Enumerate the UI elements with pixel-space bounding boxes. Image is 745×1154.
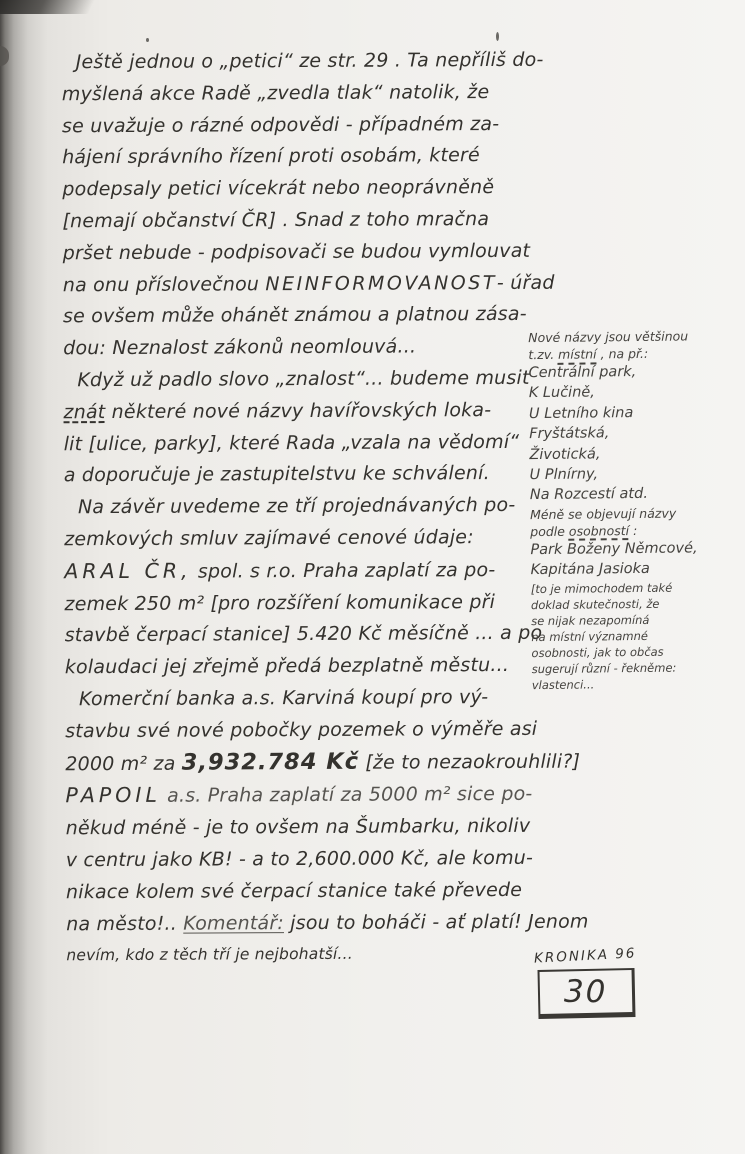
place-name-item [529, 443, 741, 466]
text-line [65, 618, 551, 652]
margin-note-column [528, 327, 744, 693]
chronicle-label: KRONIKA 96 [533, 945, 637, 967]
margin-note-text: : [628, 522, 638, 538]
text-line [62, 267, 555, 301]
text-line [66, 811, 552, 845]
text-line-content: kolaudaci jej zřejmě předá bezplatně městu... [64, 654, 510, 679]
text-line-content: [nemají občanství ČR] . Snad z toho mračna [62, 208, 490, 233]
emphasized-word: NEINFORMOVANOST [265, 271, 497, 295]
underlined-word: osobností [568, 522, 630, 539]
text-line-content: na onu příslovečnou [62, 272, 266, 296]
text-line [64, 426, 550, 460]
text-line [66, 906, 589, 940]
margin-note-text: podle [530, 523, 569, 539]
place-name: Životická, [529, 445, 601, 463]
person-name: Kapitána Jasioka [530, 561, 650, 579]
page-number: 30 [563, 973, 608, 1011]
text-line-content: některé nové názvy havířovských loka- [105, 398, 492, 423]
text-line-content: a doporučuje je zastupitelstvu ke schválení. [63, 462, 490, 487]
text-line [63, 331, 549, 365]
place-name-item [530, 483, 742, 506]
aside-note-text: doklad skutečnosti, že [530, 596, 660, 612]
scan-speck [496, 32, 499, 41]
text-line [65, 745, 581, 780]
place-name: Fryštátská, [529, 425, 610, 443]
aside-note-text: se nijak nezapomíná [531, 612, 650, 628]
text-line-content: podepsaly petici vícekrát nebo neoprávněně [62, 176, 495, 201]
place-name-item [530, 463, 742, 486]
text-line-content: myšlená akce Radě „zvedla tlak“ natolik, že [61, 80, 490, 106]
text-line-content: stavbu své nové pobočky pozemek o výměře asi [65, 717, 538, 743]
text-line [64, 553, 550, 588]
text-line-content: Když už padlo slovo „znalost“... budeme musit [77, 366, 530, 392]
company-name: PAPOIL [65, 783, 161, 808]
text-line-content: se uvažuje o rázné odpovědi - případném za- [61, 112, 500, 137]
place-name: K Lučině, [528, 384, 595, 402]
person-name: Park Boženy Němcové, [530, 540, 698, 558]
text-line-content: Komerční banka a.s. Karviná koupí pro vý- [78, 685, 489, 711]
text-line [64, 490, 550, 524]
text-line-content: 2000 m² za [65, 752, 182, 775]
margin-note-text: Nové názvy jsou většinou [528, 328, 689, 346]
text-line-content: v centru jako KB! - a to 2,600.000 Kč, ale komu- [65, 846, 534, 872]
text-line-content: - úřad [496, 271, 555, 294]
aside-note-text: vlastenci... [531, 677, 595, 692]
aside-note-text: osobnosti, jak to občas [531, 644, 664, 660]
text-line-content: Ještě jednou o „petici“ ze str. 29 . Ta nepříliš do- [75, 48, 544, 74]
text-line [66, 874, 552, 908]
place-name: U Plnírny, [529, 466, 599, 484]
text-line [65, 682, 551, 716]
person-name-item [530, 538, 742, 561]
underlined-word: Komentář: [183, 911, 285, 935]
person-name-item [531, 558, 743, 581]
text-line [62, 77, 548, 111]
margin-note-text: , na př.: [596, 345, 649, 362]
text-line-content: spol. s r.o. Praha zaplatí za po- [191, 558, 496, 583]
text-line [65, 713, 551, 747]
text-line [63, 236, 549, 270]
text-line-content: [že to nezaokrouhlili?] [358, 750, 581, 774]
company-name: ARAL ČR, [64, 558, 192, 584]
text-line [64, 586, 550, 620]
text-line-content: jsou to boháči - ať platí! Jenom [283, 910, 589, 934]
text-line-content: Na závěr uvedeme ze tří projednávaných po- [77, 494, 516, 519]
place-name-item [529, 381, 741, 404]
margin-note-text: t.zv. [528, 346, 559, 363]
text-line [64, 458, 550, 492]
text-line-content: zemek 250 m² [pro rozšíření komunikace při [64, 590, 496, 615]
text-line-content: na město!.. [66, 912, 184, 935]
text-line-content: hájení správního řízení proti osobám, které [62, 144, 480, 169]
text-line [63, 299, 549, 333]
text-line [62, 172, 548, 206]
page-number-box [537, 968, 635, 1019]
text-line-content: zemkových smluv zajímavé cenové údaje: [64, 526, 474, 551]
text-line-content: dou: Neznalost zákonů neomlouvá... [63, 335, 417, 360]
text-line-content: se ovšem může ohánět známou a platnou zása- [62, 303, 527, 328]
text-line [63, 394, 549, 428]
text-line [65, 778, 551, 813]
price-amount: 3,932.784 Kč [181, 748, 360, 776]
aside-note-text: sugerují různí - řekněme: [531, 660, 677, 676]
aside-note-text: na místní významné [531, 628, 648, 644]
text-line [62, 108, 548, 142]
text-line [63, 363, 549, 397]
text-line [65, 650, 551, 684]
scan-corner-shadow [0, 0, 120, 14]
text-line [62, 204, 548, 238]
underlined-word: znát [63, 400, 106, 424]
text-line-content: pršet nebude - podpisovači se budou vymlouvat [62, 239, 531, 265]
place-name: U Letního kina [528, 404, 634, 422]
underlined-word: místní [558, 346, 597, 362]
margin-note-text: Méně se objevují názvy [529, 505, 677, 522]
aside-note-line [532, 675, 744, 693]
place-name: Centrální park, [528, 363, 637, 382]
aside-note-text: [to je mimochodem také [530, 580, 673, 596]
text-line-content: nevím, kdo z těch tří je nejbohatší... [66, 945, 353, 965]
place-name-item [529, 422, 741, 445]
text-line [62, 140, 548, 174]
text-line-content: nikace kolem své čerpací stanice také převede [65, 878, 523, 903]
place-name-item [528, 361, 740, 384]
place-name: Na Rozcestí atd. [529, 486, 648, 504]
scan-speck [146, 38, 149, 42]
text-line [62, 45, 548, 79]
text-line [64, 522, 550, 556]
text-line-content: někud méně - je to ovšem na Šumbarku, nikoliv [65, 814, 531, 840]
text-line-content: lit [ulice, parky], které Rada „vzala na vědomí“ [63, 430, 520, 455]
text-line-content: stavbě čerpací stanice] 5.420 Kč měsíčně ... a po [64, 622, 543, 647]
place-name-item [529, 402, 741, 425]
text-line [66, 938, 552, 972]
text-line-content: a.s. Praha zaplatí za 5000 m² sice po- [160, 783, 533, 808]
text-line [66, 843, 552, 877]
